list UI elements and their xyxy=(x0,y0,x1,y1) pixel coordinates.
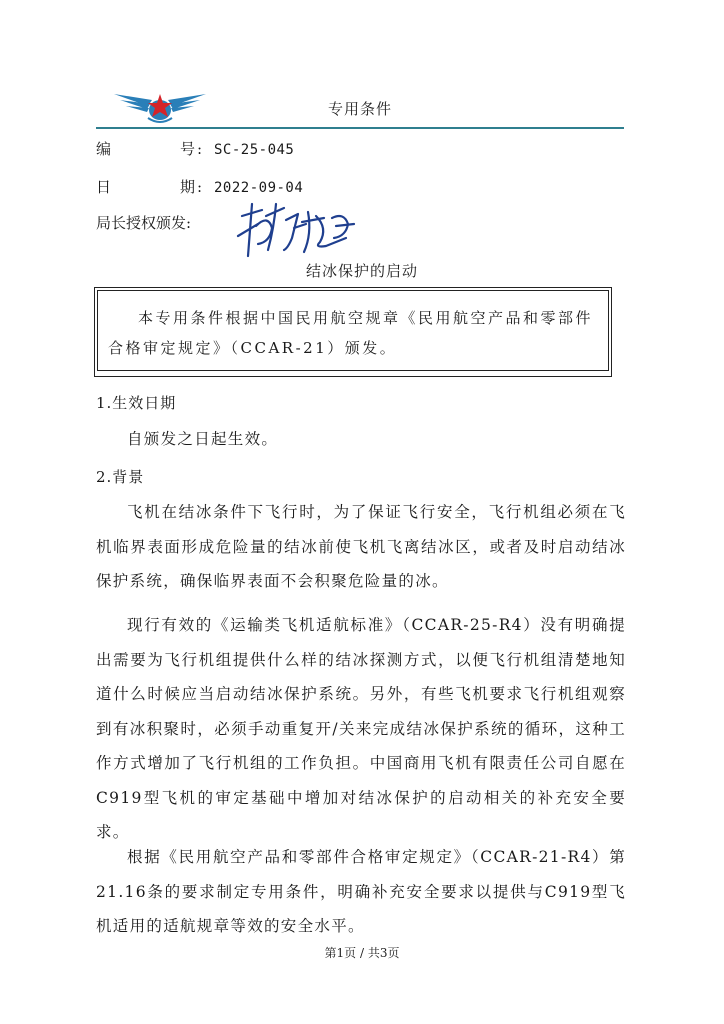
issuance-notice-text: 本专用条件根据中国民用航空规章《民用航空产品和零部件合格审定规定》（CCAR-21）颁发。 xyxy=(97,290,609,371)
document-number-row xyxy=(96,138,294,159)
page-number-footer: 第1页 / 共3页 xyxy=(324,946,400,960)
caac-logo-icon xyxy=(112,86,208,126)
section-heading-background: 2.背景 xyxy=(96,468,145,486)
issuer-row xyxy=(96,212,191,233)
section-heading-effective-date: 1.生效日期 xyxy=(96,394,177,412)
background-paragraph-1: 飞机在结冰条件下飞行时，为了保证飞行安全，飞行机组必须在飞机临界表面形成危险量的结冰前使飞机飞离结冰区，或者及时启动结冰保护系统，确保临界表面不会积聚危险量的冰。 xyxy=(96,503,626,590)
document-date-label: 日 期: xyxy=(96,178,204,196)
document-number-label: 编 号: xyxy=(96,140,204,158)
background-paragraph-2: 现行有效的《运输类飞机适航标准》（CCAR-25-R4）没有明确提出需要为飞行机组提供什么样的结冰探测方式，以便飞行机组清楚地知道什么时候应当启动结冰保护系统。另外，有些飞机要求飞行机组观察到有冰积聚时，必须手动重复开/关来完成结冰保护系统的循环，这种工作方式增加了飞行机组的工作负担。中国商用飞机有限责任公司自愿在C919型飞机的审定基础中增加对结冰保护的启动相关的补充安全要求。 xyxy=(96,616,626,841)
document-title: 结冰保护的启动 xyxy=(305,262,418,280)
issuance-notice-box xyxy=(94,287,612,377)
document-number-value: SC-25-045 xyxy=(214,142,295,158)
header-title: 专用条件 xyxy=(328,100,393,118)
background-paragraph-3: 根据《民用航空产品和零部件合格审定规定》（CCAR-21-R4）第21.16条的要求制定专用条件，明确补充安全要求以提供与C919型飞机适用的适航规章等效的安全水平。 xyxy=(96,848,626,935)
director-signature xyxy=(228,198,368,260)
header-divider xyxy=(96,127,624,129)
document-date-value: 2022-09-04 xyxy=(214,180,304,196)
issuer-label: 局长授权颁发: xyxy=(96,214,192,232)
effective-date-paragraph: 自颁发之日起生效。 xyxy=(127,430,279,448)
document-date-row xyxy=(96,176,303,197)
